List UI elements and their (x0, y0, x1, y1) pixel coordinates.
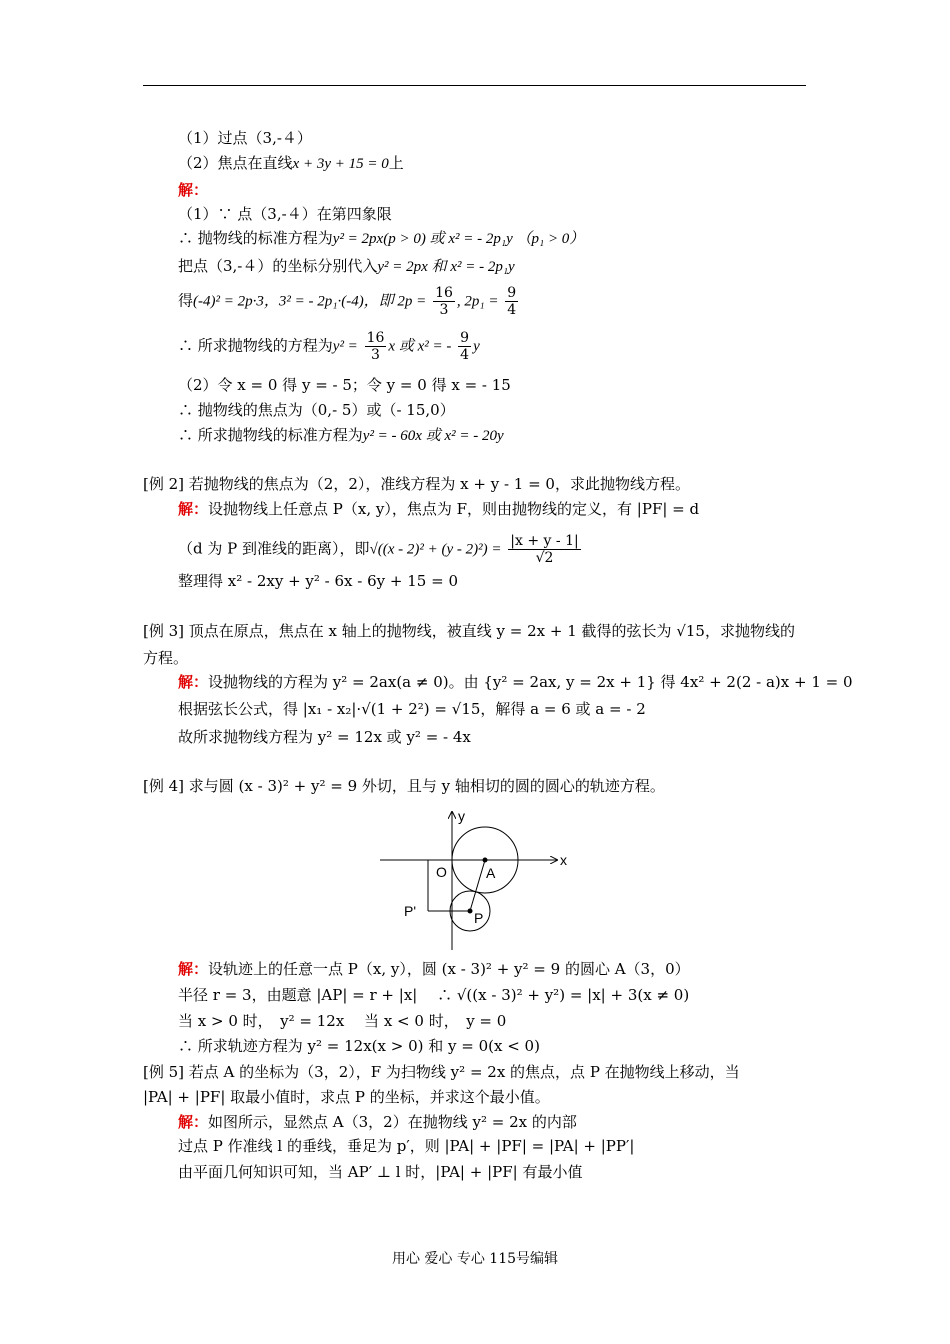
segment-ap (470, 860, 485, 911)
example-2-title: [例 2] 若抛物线的焦点为（2，2），准线方程为 x + y - 1 = 0，求此抛物线方程。 (143, 475, 690, 493)
fraction: $\frac{16}{3}$ (435, 285, 453, 318)
label-p: P (474, 910, 484, 926)
question-2: （2）焦点在直线x + 3y + 15 = 0上 (178, 154, 404, 172)
solution-label: 解： (178, 181, 209, 199)
solution-label: 解： (178, 500, 209, 518)
solution-line: 由平面几何知识可知，当 AP′ ⊥ l 时，|PA| + |PF| 有最小值 (178, 1163, 583, 1181)
solution-line: ∴ 所求抛物线的方程为y² = $\frac{16}{3}$ x 或 x² = - $\frac{9}{4}$ y (178, 330, 480, 363)
solution-line: 解：如图所示，显然点 A（3，2）在抛物线 y² = 2x 的内部 (178, 1113, 577, 1131)
solution-line: ∴ 抛物线的焦点为（0,- 5）或（- 15,0） (178, 401, 455, 419)
solution-label: 解： (178, 1113, 209, 1131)
label-o: O (436, 864, 447, 880)
example-3-title-cont: 方程。 (143, 649, 189, 667)
solution-line: 故所求抛物线方程为 y² = 12x 或 y² = - 4x (178, 728, 471, 746)
solution-line: 过点 P 作准线 l 的垂线，垂足为 p′，则 |PA| + |PF| = |PA| + |PP′| (178, 1137, 635, 1155)
point-p (468, 909, 473, 914)
page-footer: 用心 爱心 专心 115号编辑 (391, 1251, 559, 1267)
fraction: $\frac{9}{4}$ (460, 330, 470, 363)
solution-line: ∴ 所求轨迹方程为 y² = 12x(x > 0) 和 y = 0(x < 0) (178, 1037, 540, 1055)
solution-line: 当 x > 0 时， y² = 12x 当 x < 0 时， y = 0 (178, 1012, 507, 1030)
solution-label: 解： (178, 673, 209, 691)
example-5-title: [例 5] 若点 A 的坐标为（3，2），F 为扫物线 y² = 2x 的焦点，点 P 在抛物线上移动，当 (143, 1063, 740, 1081)
point-a (483, 858, 488, 863)
solution-line: 解：设抛物线上任意点 P（x, y），焦点为 F，则由抛物线的定义，有 |PF| = d (178, 500, 700, 518)
solution-line: 半径 r = 3，由题意 |AP| = r + |x| ∴ √((x - 3)² + y²) = |x| + 3(x ≠ 0) (178, 986, 690, 1004)
solution-line: （1）∵ 点（3,-４）在第四象限 (178, 205, 392, 223)
solution-line: 得(-4)² = 2p·3，3² = - 2p₁·(-4)，即 2p = $\frac{16}{3}$ , 2p₁ = $\frac{9}{4}$ (178, 285, 517, 318)
example-5-title-cont: |PA| + |PF| 取最小值时，求点 P 的坐标，并求这个最小值。 (143, 1088, 550, 1106)
solution-line: （d 为 P 到准线的距离），即√((x - 2)² + (y - 2)²) = $\frac{|x + y - 1|}{√2}$ (178, 533, 579, 566)
solution-line: 解：设抛物线的方程为 y² = 2ax(a ≠ 0)。由 {y² = 2ax, y = 2x + 1} 得 4x² + 2(2 - a)x + 1 = 0 (178, 673, 853, 691)
label-p-prime: P' (404, 903, 417, 919)
solution-line: 根据弦长公式，得 |x₁ - x₂|·√(1 + 2²) = √15，解得 a = 6 或 a = - 2 (178, 700, 646, 718)
solution-line: 把点（3,-４）的坐标分别代入y² = 2px 和 x² = - 2p₁y (178, 257, 515, 275)
solution-line: ∴ 所求抛物线的标准方程为y² = - 60x 或 x² = - 20y (178, 426, 504, 444)
label-x: x (560, 852, 567, 868)
solution-line: 整理得 x² - 2xy + y² - 6x - 6y + 15 = 0 (178, 572, 458, 590)
example-3-title: [例 3] 顶点在原点，焦点在 x 轴上的抛物线，被直线 y = 2x + 1 截得的弦长为 √15，求抛物线的 (143, 622, 795, 640)
label-y: y (458, 808, 465, 824)
solution-label: 解： (178, 960, 209, 978)
label-a: A (486, 865, 496, 881)
header-rule (143, 85, 806, 86)
question-1: （1）过点（3,-４） (178, 129, 312, 147)
solution-line: 解：设轨迹上的任意一点 P（x, y），圆 (x - 3)² + y² = 9 的圆心 A（3，0） (178, 960, 690, 978)
solution-line: ∴ 抛物线的标准方程为y² = 2px(p > 0) 或 x² = - 2p₁y （p₁ > 0） (178, 229, 585, 247)
example-4-title: [例 4] 求与圆 (x - 3)² + y² = 9 外切，且与 y 轴相切的圆的圆心的轨迹方程。 (143, 777, 665, 795)
fraction: $\frac{|x + y - 1|}{√2}$ (510, 533, 579, 566)
circle-tangent-figure (370, 805, 580, 955)
solution-line: （2）令 x = 0 得 y = - 5；令 y = 0 得 x = - 15 (178, 376, 511, 394)
fraction: $\frac{9}{4}$ (507, 285, 517, 318)
fraction: $\frac{16}{3}$ (366, 330, 385, 363)
